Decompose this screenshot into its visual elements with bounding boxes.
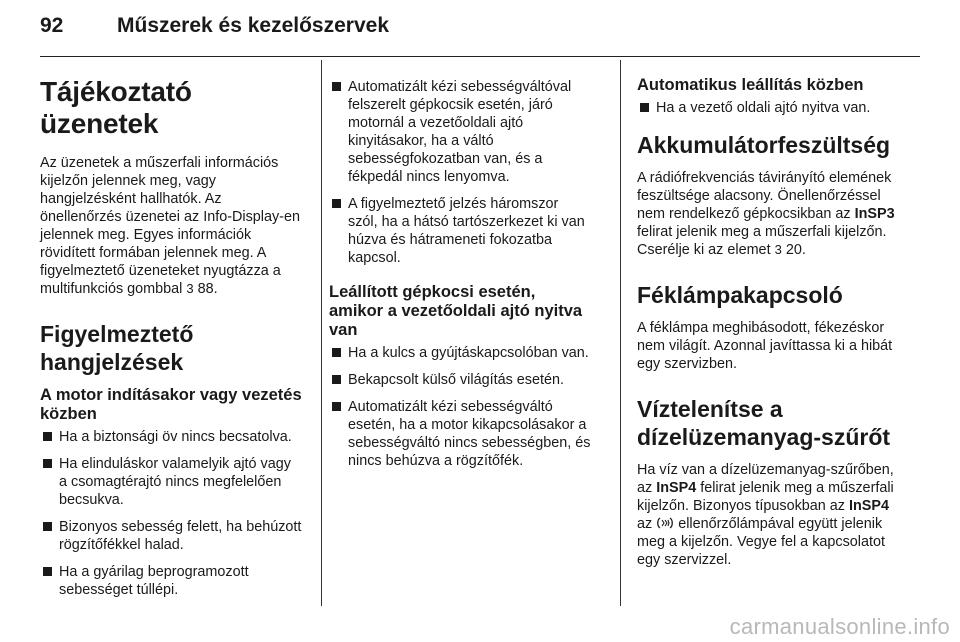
- page-header: [40, 14, 389, 44]
- subheading-engine-start: A motor indításakor vagy vezetés közben: [40, 386, 302, 423]
- bullet-icon: [332, 348, 341, 357]
- list-item: Ha a kulcs a gyújtáskapcsolóban van.: [329, 344, 591, 362]
- column-divider-1: [321, 60, 322, 606]
- section-title-battery: Akkumulátorfeszültség: [637, 132, 891, 158]
- list-item: Automatizált kézi sebességváltó esetén, ha a motor kikapcsolásakor a sebességváltó nincs sebességben, és nincs behúzva a rögzítőfék.: [329, 398, 591, 470]
- section-title-drain-fuel-filter: Víztelenítse a dízelüzemanyag-szűrőt: [637, 396, 891, 450]
- column-divider-2: [620, 60, 621, 606]
- info-messages-text: Az üzenetek a műszerfali információs kijelzőn jelennek meg, vagy hangjelzésként hallhatók. Az önellenőrzés üzenetei az Info-Display-en jelennek meg. Egyes információk rövidített formában jelennek meg. A figyelmeztető üzeneteket nyugtázza a multifunkciós gombbal 3 88.: [40, 155, 300, 297]
- list-item: Bizonyos sebesség felett, ha behúzott rögzítőfékkel halad.: [40, 518, 302, 554]
- column-1: [40, 66, 302, 608]
- header-rule: [40, 56, 920, 57]
- bullet-icon: [640, 103, 649, 112]
- warning-list-continued: [329, 78, 591, 267]
- warning-list-parked: [329, 344, 591, 470]
- list-item: Ha elinduláskor valamelyik ajtó vagy a csomagtérajtó nincs megfelelően becsukva.: [40, 455, 302, 509]
- bullet-icon: [332, 402, 341, 411]
- list-item: A figyelmeztető jelzés háromszor szól, ha a hátsó tartószerkezet ki van húzva és hátrameneti fokozatba kapcsol.: [329, 195, 591, 267]
- bullet-icon: [43, 432, 52, 441]
- glow-plug-warning-icon: [656, 517, 674, 529]
- water-text: Ha víz van a dízelüzemanyag-szűrőben, az InSP4 felirat jelenik meg a műszerfali kijelzőn. Bizonyos típusokban az InSP4 az ellenőrzőlámpával együtt jelenik meg a kijelzőn. Vegye fel a kapcsolatot egy szervizzel.: [637, 462, 894, 568]
- bullet-icon: [332, 199, 341, 208]
- battery-text: A rádiófrekvenciás távirányító elemének feszültsége alacsony. Önellenőrzéssel nem rendelkező gépkocsikban az InSP3 felirat jelenik meg a műszerfali kijelzőn. Cserélje ki az elemet 3 20.: [637, 170, 895, 258]
- list-item: Automatizált kézi sebességváltóval felszerelt gépkocsik esetén, járó motornál a vezetőoldali ajtó kinyitásakor, ha a váltó sebességfokozatban van, és a fékpedál nincs lenyomva.: [329, 78, 591, 186]
- bullet-icon: [332, 82, 341, 91]
- list-item: Bekapcsolt külső világítás esetén.: [329, 371, 591, 389]
- column-2: [329, 66, 591, 479]
- bullet-icon: [43, 459, 52, 468]
- subheading-parked-door-open: Leállított gépkocsi esetén, amikor a vezetőoldali ajtó nyitva van: [329, 283, 583, 339]
- bullet-icon: [332, 375, 341, 384]
- list-item: Ha a biztonsági öv nincs becsatolva.: [40, 428, 302, 446]
- section-title-info-messages: Tájékoztató üzenetek: [40, 76, 192, 139]
- display-code: InSP4: [656, 480, 697, 496]
- warning-list-driving: [40, 428, 302, 599]
- page-ref-arrow-icon: 3: [186, 281, 194, 296]
- page-ref-arrow-icon: 3: [774, 242, 782, 257]
- page-ref[interactable]: 20.: [785, 242, 806, 258]
- bullet-icon: [43, 522, 52, 531]
- list-item: Ha a gyárilag beprogramozott sebességet túllépi.: [40, 563, 302, 599]
- brake-text: A féklámpa meghibásodott, fékezéskor nem világít. Azonnal javíttassa ki a hibát egy szervizben.: [637, 320, 893, 372]
- display-code: InSP4: [848, 498, 889, 514]
- section-title-warning-chimes: Figyelmeztető hangjelzések: [40, 321, 194, 375]
- watermark: carmanualsonline.info: [729, 614, 950, 639]
- auto-stop-list: [637, 99, 905, 117]
- section-title-brake-light-switch: Féklámpakapcsoló: [637, 282, 843, 308]
- subheading-auto-stop: Automatikus leállítás közben: [637, 76, 864, 94]
- page-number: 92: [40, 14, 64, 37]
- bullet-icon: [43, 567, 52, 576]
- page-ref[interactable]: 88.: [197, 281, 218, 297]
- display-code: InSP3: [854, 206, 895, 222]
- list-item: Ha a vezető oldali ajtó nyitva van.: [637, 99, 905, 117]
- column-3: [637, 66, 905, 569]
- chapter-title: Műszerek és kezelőszervek: [117, 14, 390, 37]
